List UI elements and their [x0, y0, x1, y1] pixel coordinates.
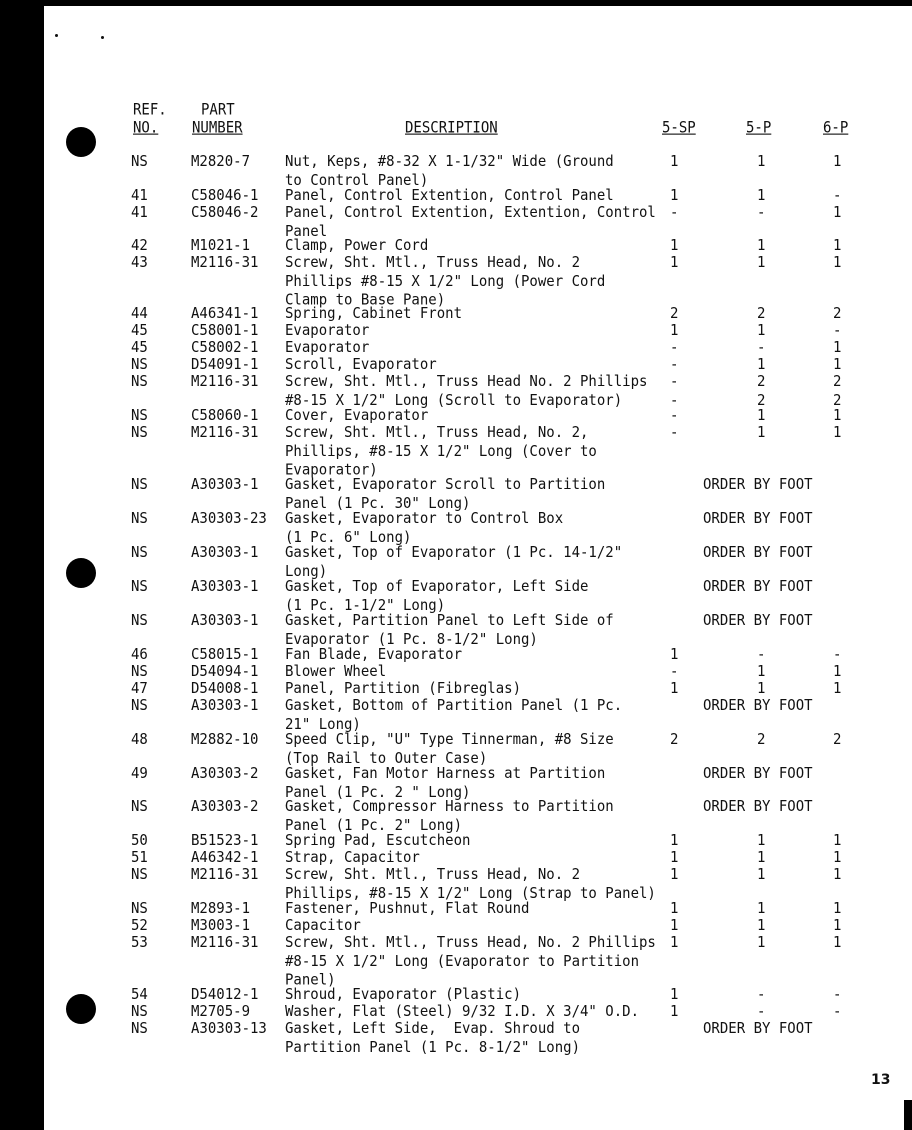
part-number: B51523-1: [191, 832, 259, 850]
ref-no: 51: [131, 849, 148, 867]
qty-5p: 2 2: [757, 373, 766, 410]
qty-5sp: 1: [670, 322, 679, 340]
description: Gasket, Evaporator Scroll to Partition Panel (1 Pc. 30" Long): [285, 476, 606, 513]
part-number: A30303-2: [191, 798, 259, 816]
qty-6p: 2: [833, 305, 842, 323]
qty-5p: 1: [757, 934, 766, 952]
description: Spring, Cabinet Front: [285, 305, 463, 323]
qty-6p: -: [833, 187, 842, 205]
qty-5p: 2: [757, 305, 766, 323]
order-note: ORDER BY FOOT: [703, 697, 813, 715]
part-number: M2705-9: [191, 1003, 251, 1021]
description: Speed Clip, "U" Type Tinnerman, #8 Size (Top Rail to Outer Case): [285, 731, 614, 768]
qty-5p: 2: [757, 731, 766, 749]
ref-no: 53: [131, 934, 148, 952]
ref-no: 54: [131, 986, 148, 1004]
ref-no: NS: [131, 612, 148, 630]
description: Scroll, Evaporator: [285, 356, 437, 374]
qty-5sp: 2: [670, 731, 679, 749]
part-number: A30303-1: [191, 544, 259, 562]
part-number: C58060-1: [191, 407, 259, 425]
part-number: M3003-1: [191, 917, 251, 935]
qty-5sp: 1: [670, 1003, 679, 1021]
qty-6p: 1: [833, 934, 842, 952]
description: Blower Wheel: [285, 663, 387, 681]
part-number: M2116-31: [191, 934, 259, 952]
ref-no: NS: [131, 1020, 148, 1038]
order-note: ORDER BY FOOT: [703, 476, 813, 494]
description: Strap, Capacitor: [285, 849, 420, 867]
qty-5p: 1: [757, 254, 766, 272]
description: Fastener, Pushnut, Flat Round: [285, 900, 530, 918]
qty-5p: 1: [757, 663, 766, 681]
qty-6p: 1: [833, 680, 842, 698]
order-note: ORDER BY FOOT: [703, 765, 813, 783]
qty-5p: 1: [757, 407, 766, 425]
description: Screw, Sht. Mtl., Truss Head, No. 2 Phillips #8-15 X 1/2" Long (Power Cord Clamp to Base Pane): [285, 254, 606, 309]
description: Screw, Sht. Mtl., Truss Head No. 2 Phillips #8-15 X 1/2" Long (Scroll to Evaporator): [285, 373, 648, 410]
qty-5p: 1: [757, 917, 766, 935]
description: Screw, Sht. Mtl., Truss Head, No. 2 Phillips #8-15 X 1/2" Long (Evaporator to Partition Panel): [285, 934, 656, 989]
part-number: C58046-1: [191, 187, 259, 205]
description: Evaporator: [285, 322, 370, 340]
description: Gasket, Bottom of Partition Panel (1 Pc. 21" Long): [285, 697, 623, 734]
qty-6p: -: [833, 986, 842, 1004]
qty-5p: -: [757, 339, 766, 357]
description: Panel, Control Extention, Control Panel: [285, 187, 614, 205]
ref-no: NS: [131, 663, 148, 681]
qty-5sp: -: [670, 663, 679, 681]
qty-6p: 1: [833, 832, 842, 850]
order-note: ORDER BY FOOT: [703, 612, 813, 630]
col-5sp-header: 5-SP: [662, 119, 696, 137]
scan-edge-right: [904, 1100, 912, 1130]
qty-6p: 2 2: [833, 373, 842, 410]
part-number: C58015-1: [191, 646, 259, 664]
part-number: A30303-1: [191, 578, 259, 596]
part-number: A46341-1: [191, 305, 259, 323]
part-header-line2: NUMBER: [192, 119, 243, 137]
order-note: ORDER BY FOOT: [703, 544, 813, 562]
qty-5p: -: [757, 204, 766, 222]
qty-5sp: 1: [670, 187, 679, 205]
qty-5p: 1: [757, 680, 766, 698]
qty-6p: -: [833, 322, 842, 340]
description: Clamp, Power Cord: [285, 237, 429, 255]
part-number: M2116-31: [191, 866, 259, 884]
description: Evaporator: [285, 339, 370, 357]
qty-5p: 1: [757, 849, 766, 867]
description: Washer, Flat (Steel) 9/32 I.D. X 3/4" O.D.: [285, 1003, 640, 1021]
order-note: ORDER BY FOOT: [703, 510, 813, 528]
part-number: M2820-7: [191, 153, 251, 171]
ref-no: NS: [131, 373, 148, 391]
description: Fan Blade, Evaporator: [285, 646, 463, 664]
qty-5sp: -: [670, 339, 679, 357]
part-number: M1021-1: [191, 237, 251, 255]
qty-6p: 1: [833, 900, 842, 918]
description: Gasket, Fan Motor Harness at Partition Panel (1 Pc. 2 " Long): [285, 765, 606, 802]
ref-no: 45: [131, 339, 148, 357]
qty-6p: 1: [833, 407, 842, 425]
ref-no: 52: [131, 917, 148, 935]
qty-5sp: 1: [670, 237, 679, 255]
ref-header-line1: REF.: [133, 101, 167, 119]
description: Cover, Evaporator: [285, 407, 429, 425]
ref-no: 46: [131, 646, 148, 664]
qty-6p: 1: [833, 153, 842, 171]
ref-no: NS: [131, 407, 148, 425]
qty-6p: -: [833, 1003, 842, 1021]
part-header-line1: PART: [201, 101, 235, 119]
ref-no: 41: [131, 204, 148, 222]
scan-edge-top: [0, 0, 912, 6]
part-number: A30303-2: [191, 765, 259, 783]
speck: [101, 36, 104, 39]
order-note: ORDER BY FOOT: [703, 578, 813, 596]
qty-6p: 1: [833, 866, 842, 884]
qty-5sp: 1: [670, 680, 679, 698]
qty-5p: 1: [757, 153, 766, 171]
part-number: A46342-1: [191, 849, 259, 867]
qty-6p: 1: [833, 663, 842, 681]
part-number: C58046-2: [191, 204, 259, 222]
part-number: C58001-1: [191, 322, 259, 340]
qty-6p: 1: [833, 424, 842, 442]
qty-6p: 1: [833, 254, 842, 272]
description: Shroud, Evaporator (Plastic): [285, 986, 522, 1004]
ref-no: NS: [131, 866, 148, 884]
qty-5p: 1: [757, 187, 766, 205]
col-6p-header: 6-P: [823, 119, 849, 137]
part-number: M2116-31: [191, 424, 259, 442]
ref-no: NS: [131, 510, 148, 528]
qty-5sp: 1: [670, 832, 679, 850]
part-number: M2116-31: [191, 254, 259, 272]
qty-5sp: 1: [670, 934, 679, 952]
ref-header-line2: NO.: [133, 119, 159, 137]
ref-no: NS: [131, 356, 148, 374]
binder-hole: [66, 994, 96, 1024]
qty-5p: 1: [757, 424, 766, 442]
qty-5p: 1: [757, 237, 766, 255]
ref-no: 44: [131, 305, 148, 323]
qty-6p: 1: [833, 204, 842, 222]
part-number: D54008-1: [191, 680, 259, 698]
qty-5sp: 1: [670, 866, 679, 884]
qty-5sp: -: [670, 424, 679, 442]
part-number: D54094-1: [191, 663, 259, 681]
part-number: A30303-1: [191, 612, 259, 630]
qty-5sp: - -: [670, 373, 679, 410]
order-note: ORDER BY FOOT: [703, 798, 813, 816]
qty-5p: 1: [757, 900, 766, 918]
qty-5sp: 1: [670, 900, 679, 918]
qty-6p: 1: [833, 917, 842, 935]
description: Gasket, Evaporator to Control Box (1 Pc. 6" Long): [285, 510, 564, 547]
description: Spring Pad, Escutcheon: [285, 832, 471, 850]
part-number: M2893-1: [191, 900, 251, 918]
ref-no: 49: [131, 765, 148, 783]
scan-edge-left: [0, 0, 44, 1130]
qty-5p: 1: [757, 832, 766, 850]
part-number: C58002-1: [191, 339, 259, 357]
qty-5sp: 1: [670, 153, 679, 171]
description: Gasket, Top of Evaporator (1 Pc. 14-1/2" Long): [285, 544, 623, 581]
qty-5p: 1: [757, 356, 766, 374]
part-number: D54091-1: [191, 356, 259, 374]
part-number: M2882-10: [191, 731, 259, 749]
qty-6p: 1: [833, 356, 842, 374]
binder-hole: [66, 127, 96, 157]
ref-no: NS: [131, 544, 148, 562]
ref-no: NS: [131, 578, 148, 596]
ref-no: NS: [131, 798, 148, 816]
description: Gasket, Left Side, Evap. Shroud to Partition Panel (1 Pc. 8-1/2" Long): [285, 1020, 581, 1057]
col-5p-header: 5-P: [746, 119, 772, 137]
speck: [55, 34, 58, 37]
qty-5sp: -: [670, 204, 679, 222]
ref-no: 42: [131, 237, 148, 255]
ref-no: NS: [131, 697, 148, 715]
description: Capacitor: [285, 917, 361, 935]
qty-5p: -: [757, 986, 766, 1004]
description: Panel, Partition (Fibreglas): [285, 680, 522, 698]
qty-5p: 1: [757, 322, 766, 340]
description: Gasket, Top of Evaporator, Left Side (1 Pc. 1-1/2" Long): [285, 578, 589, 615]
description: Panel, Control Extention, Extention, Control Panel: [285, 204, 656, 241]
qty-5sp: 1: [670, 986, 679, 1004]
qty-6p: 1: [833, 237, 842, 255]
qty-5p: 1: [757, 866, 766, 884]
qty-5sp: -: [670, 407, 679, 425]
qty-5sp: 1: [670, 646, 679, 664]
binder-hole: [66, 558, 96, 588]
ref-no: NS: [131, 153, 148, 171]
part-number: A30303-13: [191, 1020, 267, 1038]
description: Nut, Keps, #8-32 X 1-1/32" Wide (Ground to Control Panel): [285, 153, 614, 190]
ref-no: NS: [131, 476, 148, 494]
ref-no: 47: [131, 680, 148, 698]
ref-no: 45: [131, 322, 148, 340]
part-number: A30303-1: [191, 476, 259, 494]
ref-no: NS: [131, 1003, 148, 1021]
qty-5p: -: [757, 1003, 766, 1021]
ref-no: 50: [131, 832, 148, 850]
ref-no: 43: [131, 254, 148, 272]
order-note: ORDER BY FOOT: [703, 1020, 813, 1038]
page-number: 13: [871, 1072, 891, 1088]
qty-5sp: -: [670, 356, 679, 374]
description: Gasket, Partition Panel to Left Side of Evaporator (1 Pc. 8-1/2" Long): [285, 612, 614, 649]
qty-5sp: 1: [670, 254, 679, 272]
description: Screw, Sht. Mtl., Truss Head, No. 2, Phillips, #8-15 X 1/2" Long (Cover to Evaporator): [285, 424, 597, 479]
qty-6p: 1: [833, 849, 842, 867]
qty-5p: -: [757, 646, 766, 664]
description-header: DESCRIPTION: [405, 119, 498, 137]
qty-6p: 1: [833, 339, 842, 357]
description: Screw, Sht. Mtl., Truss Head, No. 2 Phillips, #8-15 X 1/2" Long (Strap to Panel): [285, 866, 656, 903]
qty-5sp: 2: [670, 305, 679, 323]
qty-6p: 2: [833, 731, 842, 749]
ref-no: 41: [131, 187, 148, 205]
part-number: D54012-1: [191, 986, 259, 1004]
part-number: A30303-1: [191, 697, 259, 715]
description: Gasket, Compressor Harness to Partition Panel (1 Pc. 2" Long): [285, 798, 614, 835]
part-number: A30303-23: [191, 510, 267, 528]
ref-no: NS: [131, 424, 148, 442]
qty-6p: -: [833, 646, 842, 664]
ref-no: NS: [131, 900, 148, 918]
qty-5sp: 1: [670, 917, 679, 935]
part-number: M2116-31: [191, 373, 259, 391]
qty-5sp: 1: [670, 849, 679, 867]
ref-no: 48: [131, 731, 148, 749]
